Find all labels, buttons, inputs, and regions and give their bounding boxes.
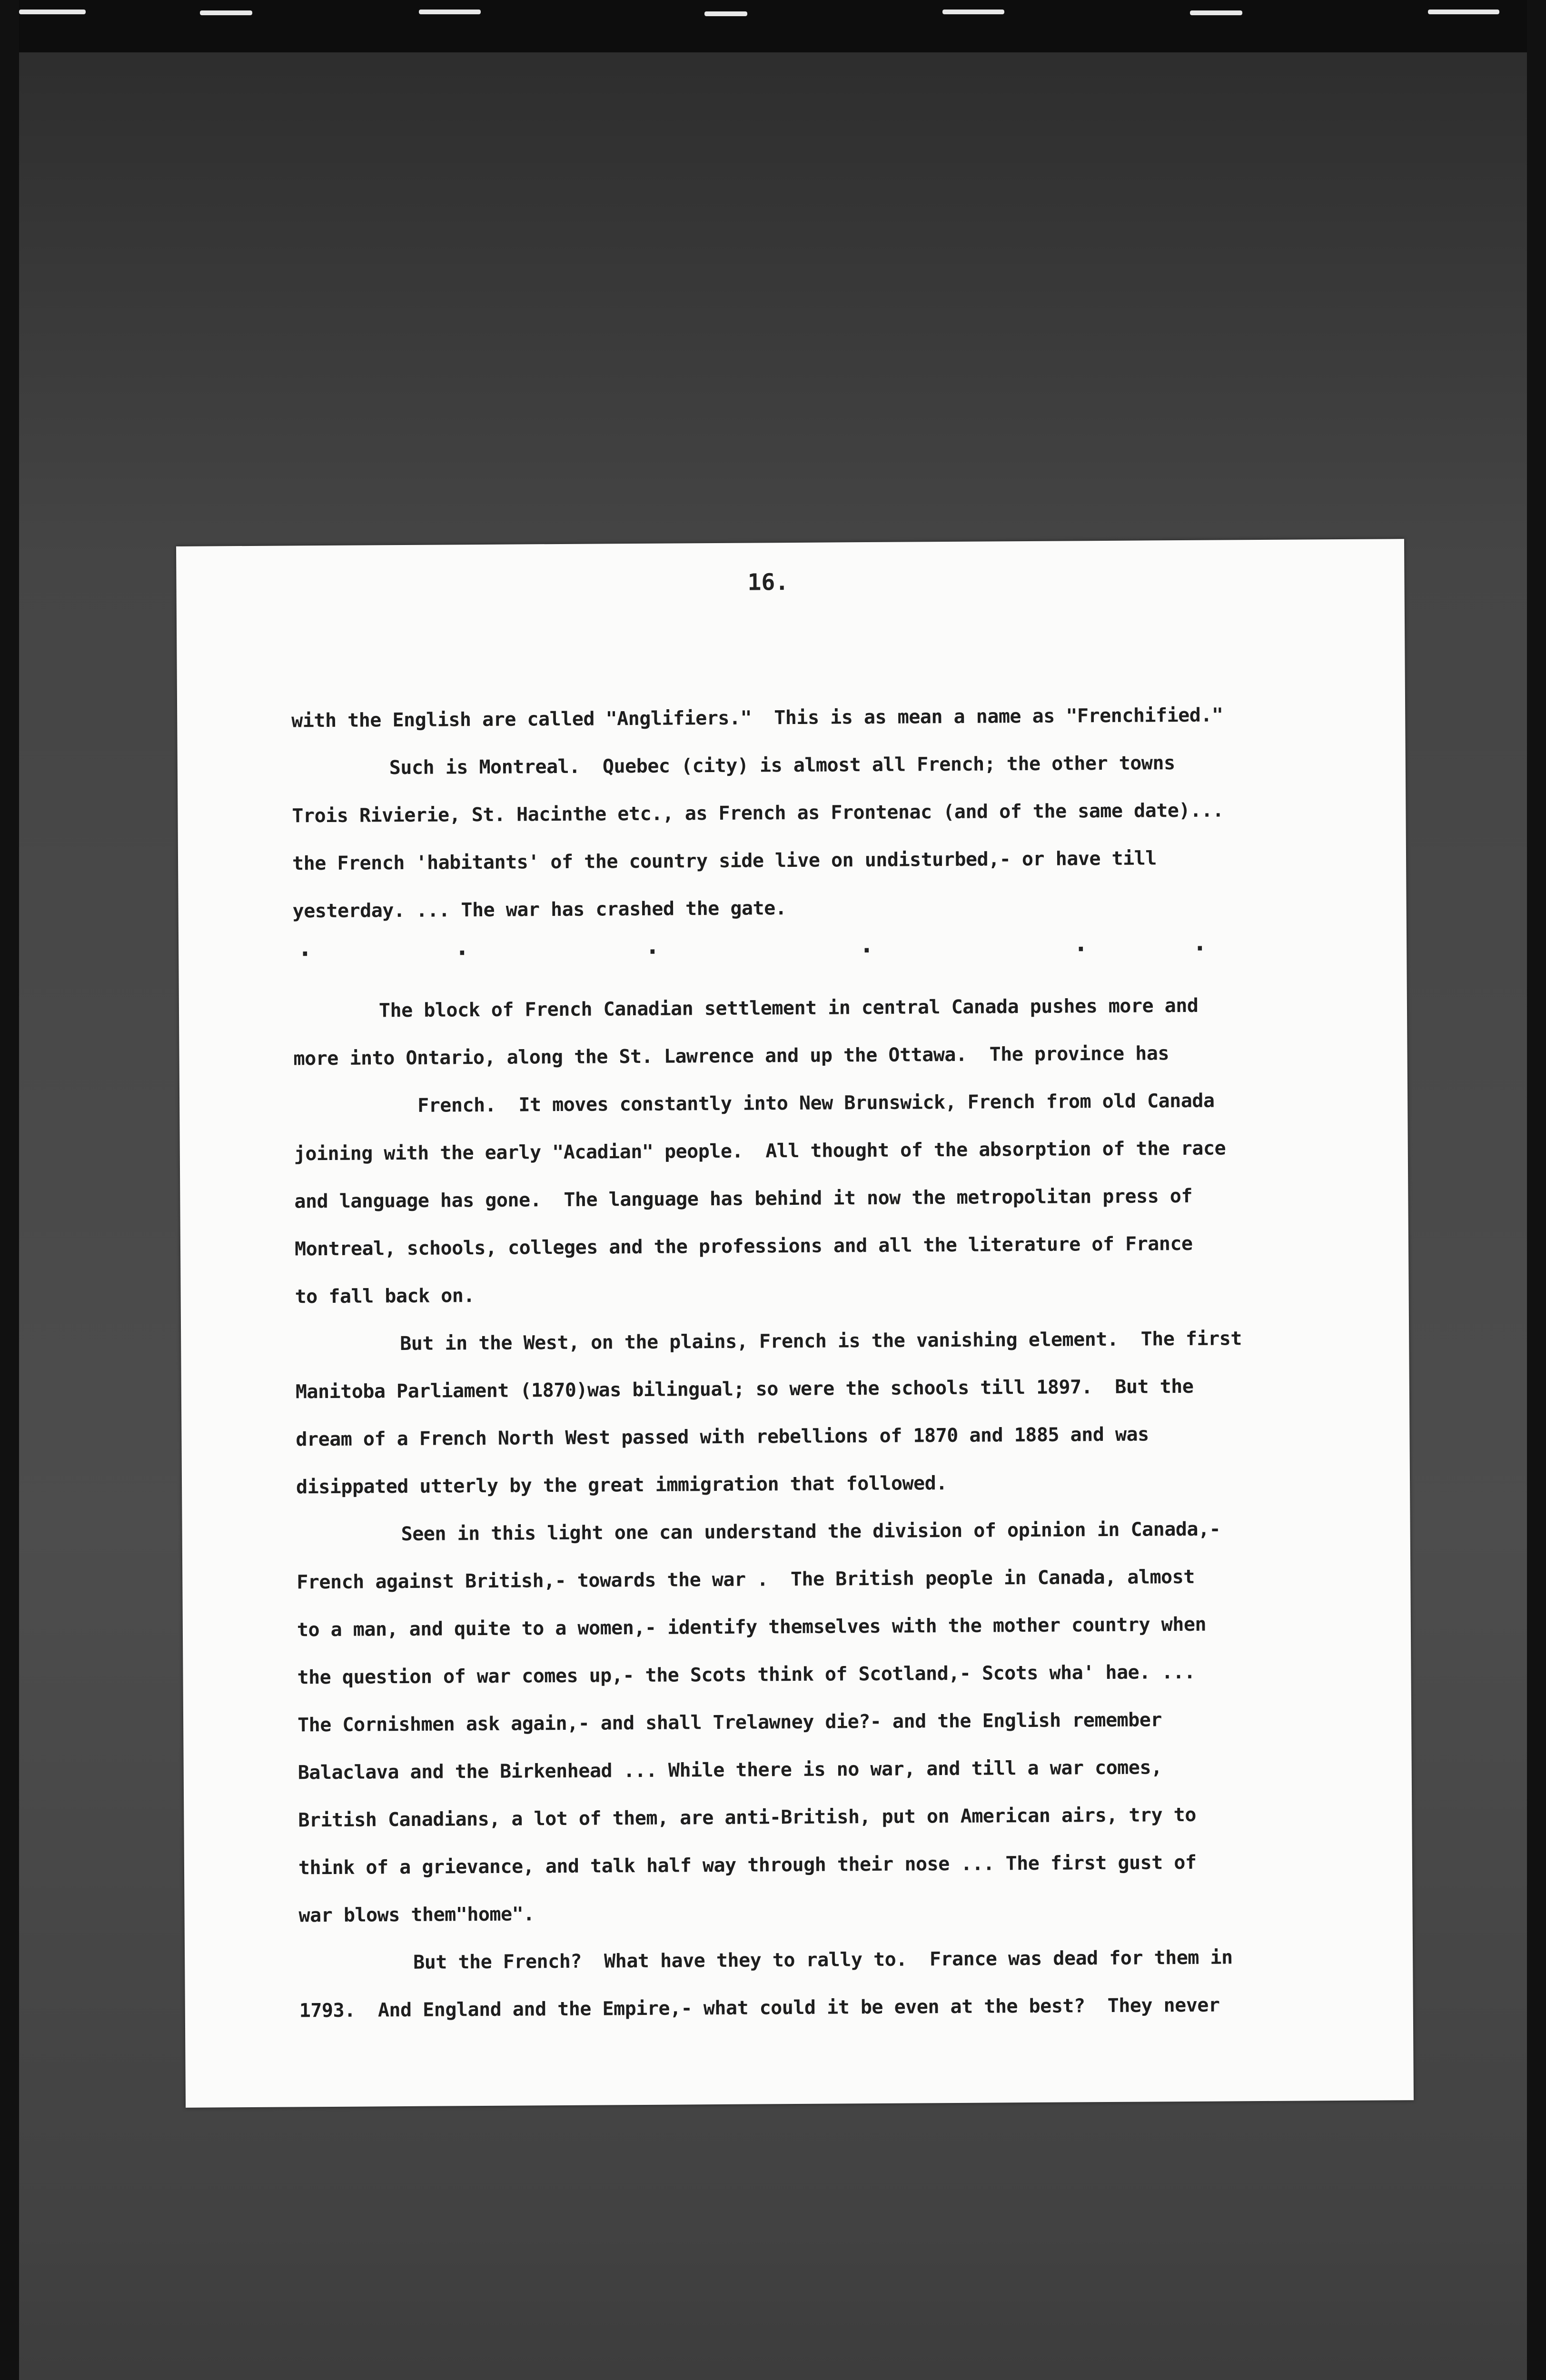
sprocket-hole: [19, 10, 86, 14]
sprocket-hole: [419, 10, 481, 14]
text-line: the question of war comes up,- the Scots think of Scotland,- Scots wha' hae. ...: [297, 1661, 1196, 1689]
text-line: The Cornishmen ask again,- and shall Trelawney die?- and the English remember: [297, 1709, 1162, 1736]
text-line: Balaclava and the Birkenhead ... While there is no war, and till a war comes,: [297, 1756, 1162, 1784]
text-line: Manitoba Parliament (1870)was bilingual; so were the schools till 1897. But the: [295, 1375, 1194, 1403]
separator-dot: .: [1192, 928, 1208, 957]
text-line: to fall back on.: [295, 1285, 475, 1308]
text-line: with the English are called "Anglifiers." This is as mean a name as "Frenchified.": [291, 704, 1223, 732]
separator-dot: .: [644, 931, 660, 960]
text-line: But in the West, on the plains, French is the vanishing element. The first: [400, 1328, 1242, 1355]
text-line: The block of French Canadian settlement in central Canada pushes more and: [378, 994, 1199, 1022]
sprocket-hole: [704, 11, 747, 16]
film-edge-top: [0, 0, 1546, 52]
text-line: war blows them"home".: [298, 1903, 535, 1927]
text-line: yesterday. ... The war has crashed the gate.: [292, 897, 787, 922]
text-line: think of a grievance, and talk half way through their nose ... The first gust of: [298, 1851, 1197, 1879]
sprocket-hole: [1190, 10, 1242, 15]
text-line: French against British,- towards the war . The British people in Canada, almost: [297, 1566, 1195, 1594]
text-line: to a man, and quite to a women,- identify themselves with the mother country when: [297, 1613, 1207, 1641]
text-line: the French 'habitants' of the country side live on undisturbed,- or have till: [292, 847, 1157, 875]
text-line: 1793. And England and the Empire,- what could it be even at the best? They never: [299, 1994, 1220, 2022]
film-side-right: [1527, 0, 1546, 2380]
typed-manuscript-page: [176, 539, 1414, 2108]
text-line: Seen in this light one can understand the division of opinion in Canada,-: [401, 1518, 1221, 1546]
sprocket-hole: [942, 10, 1004, 14]
text-line: French. It moves constantly into New Brunswick, French from old Canada: [417, 1090, 1215, 1117]
text-line: disippated utterly by the great immigration that followed.: [296, 1472, 947, 1498]
text-line: dream of a French North West passed with rebellions of 1870 and 1885 and was: [296, 1423, 1149, 1451]
separator-dot: .: [454, 932, 470, 962]
text-line: Trois Rivierie, St. Hacinthe etc., as French as Frontenac (and of the same date)...: [292, 799, 1224, 827]
text-line: joining with the early "Acadian" people. All thought of the absorption of the race: [294, 1137, 1226, 1165]
film-side-left: [0, 0, 19, 2380]
text-line: more into Ontario, along the St. Lawrence and up the Ottawa. The province has: [293, 1042, 1169, 1070]
page-number: 16.: [747, 569, 789, 596]
text-line: But the French? What have they to rally to. France was dead for them in: [413, 1946, 1233, 1973]
text-line: Such is Montreal. Quebec (city) is almost all French; the other towns: [389, 752, 1175, 779]
text-line: British Canadians, a lot of them, are anti-British, put on American airs, try to: [298, 1804, 1197, 1832]
text-line: and language has gone. The language has behind it now the metropolitan press of: [294, 1185, 1193, 1213]
separator-dot: .: [1073, 929, 1089, 958]
separator-dot: .: [859, 930, 874, 959]
sprocket-hole: [1428, 10, 1499, 14]
text-line: Montreal, schools, colleges and the professions and all the literature of France: [294, 1232, 1193, 1260]
sprocket-hole: [200, 10, 252, 15]
separator-dot: .: [297, 933, 313, 962]
